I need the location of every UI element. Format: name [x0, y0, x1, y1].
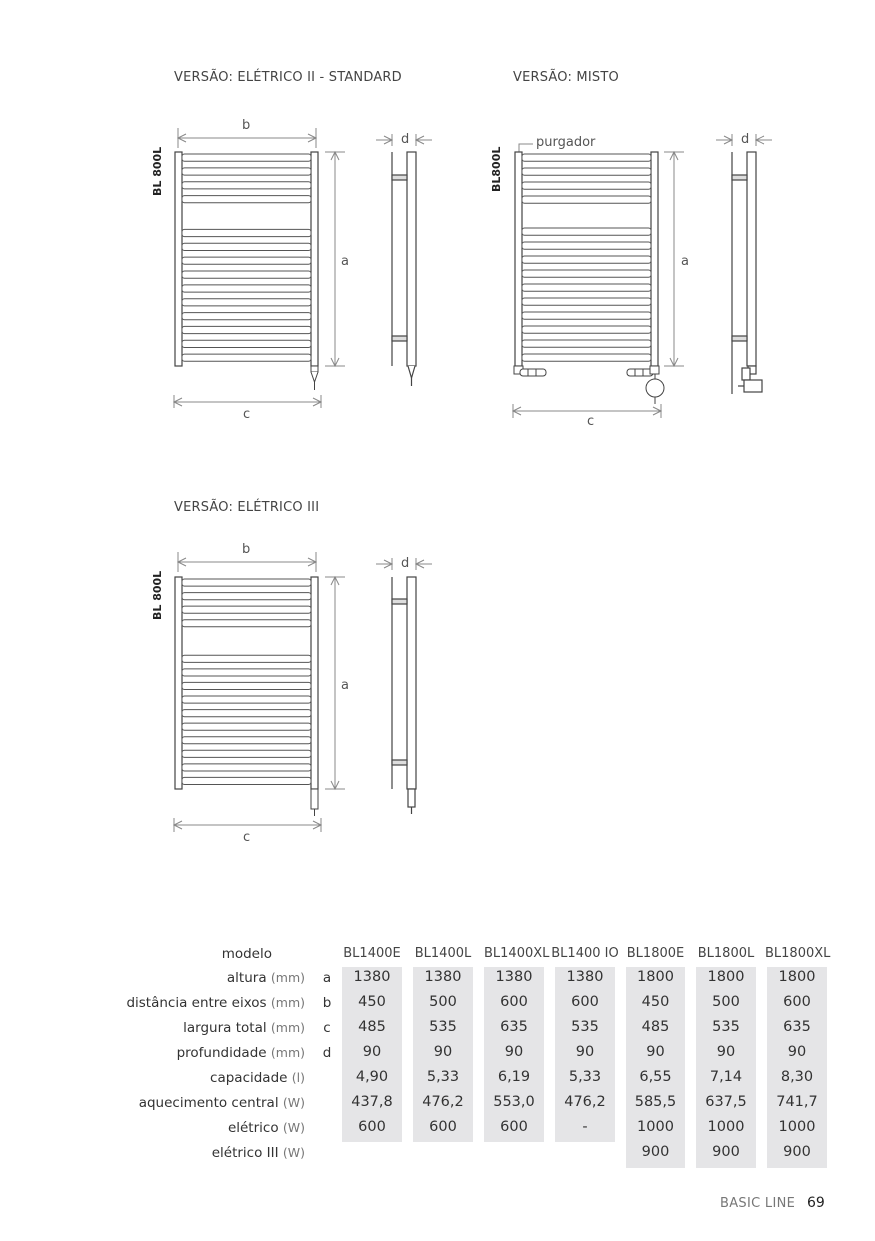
row-label — [210, 1070, 305, 1086]
row-label — [139, 1095, 305, 1111]
row-unit: (l) — [291, 1070, 305, 1085]
row-dimension-letter: c — [323, 1020, 331, 1036]
row-label-text: capacidade — [210, 1070, 288, 1086]
table-cell: 485 — [641, 1019, 670, 1035]
col-header: BL1800XL — [765, 946, 831, 961]
towel-rail-bar — [182, 593, 311, 600]
towel-rail-bar — [182, 764, 311, 771]
row-unit: (mm) — [270, 1020, 305, 1035]
towel-rail-bar — [182, 620, 311, 627]
col-header: BL1400 IO — [551, 946, 619, 961]
table-cell: 90 — [504, 1044, 524, 1060]
misto-dim-a: a — [681, 254, 689, 269]
eletrico3-dim-d: d — [401, 556, 410, 571]
table-cell: 437,8 — [351, 1094, 393, 1110]
towel-rail-bar — [182, 655, 311, 662]
table-cell: 90 — [716, 1044, 736, 1060]
table-cell: 1800 — [778, 969, 816, 985]
standard-dim-c: c — [243, 407, 251, 422]
table-cell: 637,5 — [705, 1094, 747, 1110]
table-cell: 535 — [571, 1019, 599, 1035]
misto-dim-d: d — [741, 132, 750, 147]
table-cell: 553,0 — [493, 1094, 535, 1110]
table-cell: 476,2 — [564, 1094, 606, 1110]
table-cell: 900 — [783, 1144, 811, 1160]
table-cell: 600 — [571, 994, 599, 1010]
table-cell: 1000 — [707, 1119, 745, 1135]
row-dimension-letter: b — [322, 995, 332, 1011]
row-label-text: elétrico — [227, 1120, 279, 1136]
towel-rail-bar — [182, 737, 311, 744]
table-cell: 585,5 — [634, 1094, 677, 1110]
row-label-text: profundidade — [176, 1045, 267, 1061]
row-label — [228, 1120, 305, 1136]
table-cell: 1380 — [424, 969, 462, 985]
col-header: BL1400E — [343, 946, 401, 961]
table-cell: 6,19 — [497, 1069, 531, 1085]
table-cell: 600 — [500, 1119, 528, 1135]
table-cell: 1380 — [566, 969, 604, 985]
row-label — [183, 1020, 305, 1036]
table-cell: 1000 — [778, 1119, 816, 1135]
table-cell: 476,2 — [422, 1094, 464, 1110]
row-label — [227, 970, 305, 986]
towel-rail-bar — [182, 682, 311, 689]
row-label-text: altura — [226, 970, 267, 986]
table-cell: 500 — [712, 994, 740, 1010]
row-unit: (W) — [282, 1145, 305, 1160]
table-cell: 1380 — [495, 969, 533, 985]
table-cell: 90 — [575, 1044, 595, 1060]
table-cell: 535 — [712, 1019, 740, 1035]
table-cell: 90 — [362, 1044, 382, 1060]
row-label-text: distância entre eixos — [126, 995, 267, 1011]
header-label: modelo — [221, 946, 272, 962]
misto-title: VERSÃO: MISTO — [513, 70, 619, 85]
table-cell: 8,30 — [780, 1069, 814, 1085]
eletrico3-model-label: BL 800L — [151, 570, 164, 620]
standard-dim-d: d — [401, 132, 410, 147]
table-cell: 900 — [712, 1144, 740, 1160]
table-cell: 900 — [641, 1144, 670, 1160]
row-label-text: largura total — [183, 1020, 267, 1036]
table-cell: 1800 — [707, 969, 745, 985]
table-cell: 90 — [433, 1044, 453, 1060]
towel-rail-bar — [182, 723, 311, 730]
table-cell: 7,14 — [709, 1069, 743, 1085]
table-cell: 635 — [500, 1019, 528, 1035]
standard-title: VERSÃO: ELÉTRICO II - STANDARD — [174, 70, 402, 85]
table-cell: 450 — [641, 994, 670, 1010]
table-cell: 600 — [500, 994, 528, 1010]
row-label — [177, 1045, 305, 1061]
table-cell: 635 — [783, 1019, 811, 1035]
page-number: 69 — [807, 1195, 825, 1211]
table-cell: 90 — [787, 1044, 807, 1060]
table-cell: 485 — [358, 1019, 386, 1035]
table-cell: 535 — [429, 1019, 457, 1035]
eletrico3-dim-c: c — [243, 830, 251, 845]
table-cell: 500 — [429, 994, 457, 1010]
towel-rail-bar — [182, 777, 311, 784]
standard-model-label: BL 800L — [151, 146, 164, 196]
row-dimension-letter: a — [322, 970, 332, 986]
towel-rail-bar — [182, 750, 311, 757]
row-unit: (mm) — [270, 995, 305, 1010]
col-header: BL1800L — [697, 946, 755, 961]
towel-rail-bar — [182, 696, 311, 703]
towel-rail-bar — [182, 710, 311, 717]
row-unit: (W) — [282, 1120, 305, 1135]
footer-brand: BASIC LINE — [720, 1196, 796, 1211]
table-cell: 90 — [646, 1044, 665, 1060]
table-cell: 4,90 — [355, 1069, 389, 1085]
standard-dim-a: a — [341, 254, 349, 269]
misto-model-label: BL800L — [490, 146, 503, 192]
towel-rail-bar — [182, 669, 311, 676]
standard-dim-b: b — [242, 118, 251, 133]
row-unit: (mm) — [270, 1045, 305, 1060]
table-cell: 1800 — [637, 969, 674, 985]
table-cell: 5,33 — [426, 1069, 460, 1085]
eletrico3-title: VERSÃO: ELÉTRICO III — [174, 500, 320, 515]
eletrico3-dim-a: a — [341, 678, 349, 693]
misto-dim-c: c — [587, 414, 595, 429]
table-cell: 450 — [358, 994, 386, 1010]
row-label — [126, 995, 305, 1011]
table-cell: 600 — [783, 994, 811, 1010]
towel-rail-bar — [182, 579, 311, 586]
row-label-text: aquecimento central — [138, 1095, 279, 1111]
row-unit: (mm) — [270, 970, 305, 985]
row-label — [212, 1145, 305, 1161]
col-header: BL1800E — [626, 946, 685, 961]
table-cell: 1000 — [637, 1119, 674, 1135]
row-dimension-letter: d — [322, 1045, 332, 1061]
table-cell: 1380 — [353, 969, 391, 985]
table-cell: 600 — [429, 1119, 457, 1135]
table-cell: 6,55 — [639, 1069, 672, 1085]
row-label-text: elétrico III — [211, 1145, 279, 1161]
table-cell: 600 — [358, 1119, 386, 1135]
col-header: BL1400L — [414, 946, 472, 961]
eletrico3-dim-b: b — [242, 542, 251, 557]
table-cell: 741,7 — [776, 1094, 818, 1110]
table-cell: - — [582, 1119, 588, 1135]
row-unit: (W) — [282, 1095, 305, 1110]
misto-purgador-label: purgador — [536, 135, 596, 150]
table-cell: 5,33 — [568, 1069, 602, 1085]
col-header: BL1400XL — [484, 946, 550, 961]
towel-rail-bar — [182, 606, 311, 613]
